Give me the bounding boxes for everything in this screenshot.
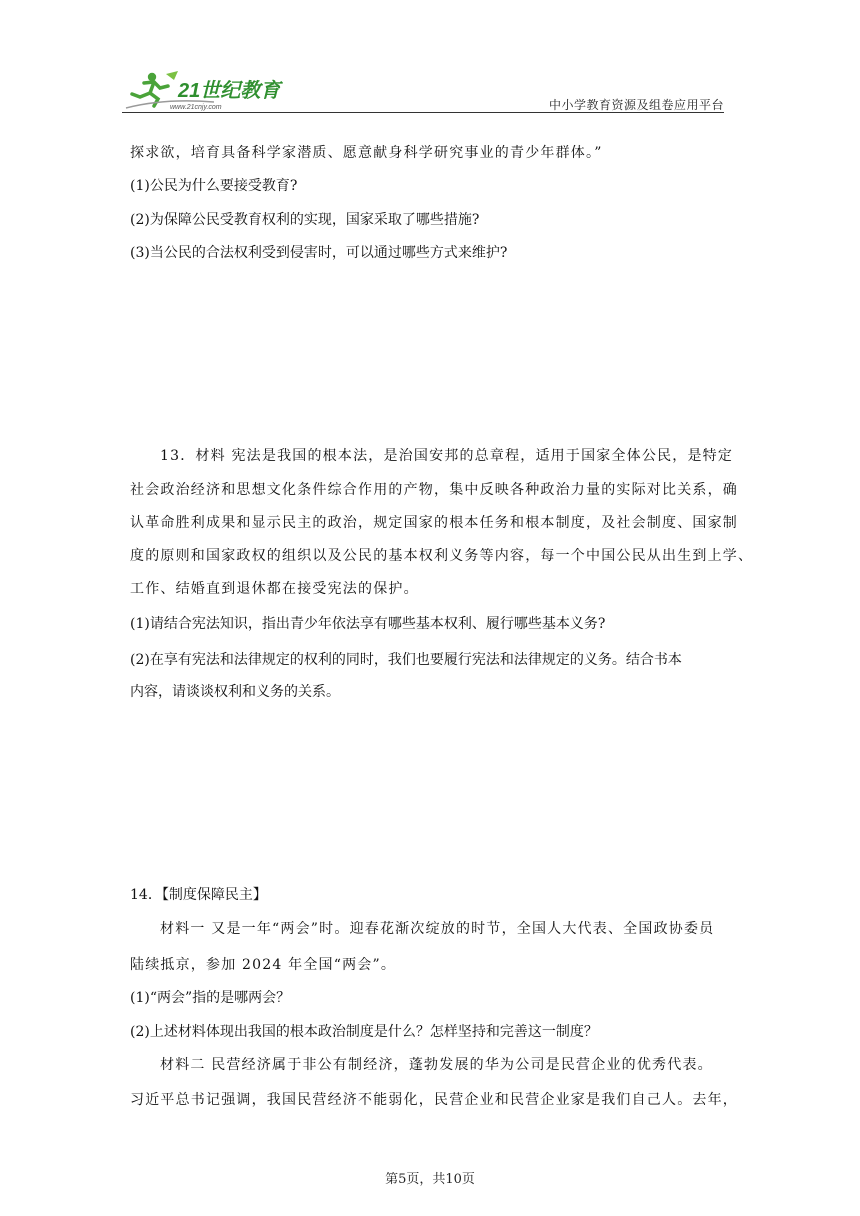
q12-material-tail: 探求欲，培育具备科学家潜质、愿意献身科学研究事业的青少年群体。”	[130, 145, 603, 161]
q14-material2-line1: 材料二 民营经济属于非公有制经济，蓬勃发展的华为公司是民营企业的优秀代表。	[160, 1057, 713, 1073]
q13-material-line2: 社会政治经济和思想文化条件综合作用的产物，集中反映各种政治力量的实际对比关系，确	[130, 482, 738, 498]
logo-url: www.21cnjy.com	[170, 104, 222, 111]
q13-sub1: (1)请结合宪法知识，指出青少年依法享有哪些基本权利、履行哪些基本义务?	[130, 616, 606, 632]
q14-material2-line2: 习近平总书记强调，我国民营经济不能弱化，民营企业和民营企业家是我们自己人。去年，	[130, 1092, 738, 1108]
logo-21cnjy	[124, 68, 294, 112]
q12-sub3: (3)当公民的合法权利受到侵害时，可以通过哪些方式来维护?	[130, 245, 508, 261]
q13-material-line1: 13．材料 宪法是我国的根本法，是治国安邦的总章程，适用于国家全体公民，是特定	[160, 448, 734, 464]
page-header	[122, 62, 724, 117]
platform-name: 中小学教育资源及组卷应用平台	[548, 98, 724, 112]
header-divider	[122, 112, 724, 113]
q12-sub2: (2)为保障公民受教育权利的实现，国家采取了哪些措施?	[130, 212, 480, 228]
page-number: 第5页，共10页	[385, 1172, 475, 1187]
q14-sub1: (1)“两会”指的是哪两会？	[130, 990, 291, 1006]
q14-title: 14．【制度保障民主】	[130, 887, 267, 903]
q14-sub2: (2)上述材料体现出我国的根本政治制度是什么？怎样坚持和完善这一制度？	[130, 1024, 598, 1040]
q14-material1-line1: 材料一 又是一年“两会”时。迎春花渐次绽放的时节，全国人大代表、全国政协委员	[160, 921, 715, 937]
q13-sub2-line1: (2)在享有宪法和法律规定的权利的同时，我们也要履行宪法和法律规定的义务。结合书本	[130, 652, 682, 668]
q12-sub1: (1)公民为什么要接受教育?	[130, 178, 298, 194]
q13-material-line3: 认革命胜利成果和显示民主的政治，规定国家的根本任务和根本制度，及社会制度、国家制	[130, 515, 738, 531]
q13-sub2-line2: 内容，请谈谈权利和义务的关系。	[130, 684, 340, 700]
q14-material1-line2: 陆续抵京，参加 2024 年全国“两会”。	[130, 957, 397, 973]
q13-material-line4: 度的原则和国家政权的组织以及公民的基本权利义务等内容，每一个中国公民从出生到上学、	[130, 548, 754, 564]
q13-material-line5: 工作、结婚直到退休都在接受宪法的保护。	[130, 581, 419, 597]
logo-text: 21世纪教育	[178, 80, 281, 102]
